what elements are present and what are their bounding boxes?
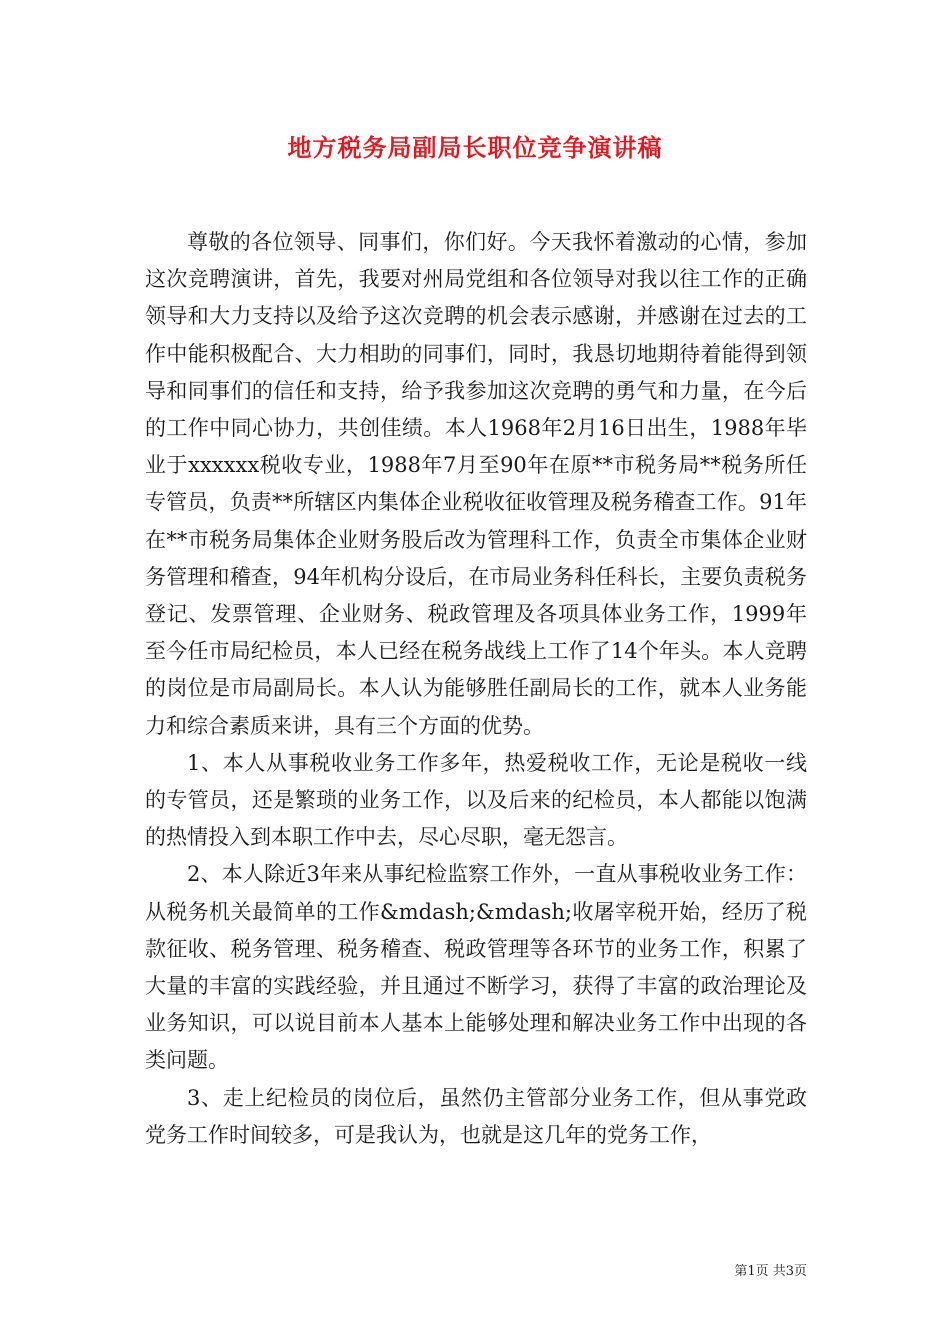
page-number-footer: 第1页 共3页 (734, 1264, 807, 1279)
paragraph-point-3: 3、走上纪检员的岗位后，虽然仍主管部分业务工作，但从事党政党务工作时间较多，可是我认为，也就是这几年的党务工作， (145, 1085, 807, 1147)
document-title: 地方税务局副局长职位竞争演讲稿 (287, 133, 663, 162)
paragraph-intro: 尊敬的各位领导、同事们，你们好。今天我怀着激动的心情，参加这次竞聘演讲，首先，我要对州局党组和各位领导对我以往工作的正确领导和大力支持以及给予这次竞聘的机会表示感谢，并感谢在过去的工作中能积极配合、大力相助的同事们，同时，我恳切地期待着能得到领导和同事们的信任和支持，给予我参加这次竞聘的勇气和力量，在今后的工作中同心协力，共创佳绩。本人1968年2月16日出生，1988年毕业于xxxxxx税收专业，1988年7月至90年在原**市税务局**税务所任专管员，负责**所辖区内集体企业税收征收管理及税务稽查工作。91年在**市税务局集体企业财务股后改为管理科工作，负责全市集体企业财务管理和稽查，94年机构分设后，在市局业务科任科长，主要负责税务登记、发票管理、企业财务、税政管理及各项具体业务工作，1999年至今任市局纪检员，本人已经在税务战线上工作了14个年头。本人竞聘的岗位是市局副局长。本人认为能够胜任副局长的工作，就本人业务能力和综合素质来讲，具有三个方面的优势。 (145, 230, 807, 738)
paragraph-point-1: 1、本人从事税收业务工作多年，热爱税收工作，无论是税收一线的专管员，还是繁琐的业务工作，以及后来的纪检员，本人都能以饱满的热情投入到本职工作中去，尽心尽职，毫无怨言。 (145, 750, 807, 850)
paragraph-point-2: 2、本人除近3年来从事纪检监察工作外，一直从事税收业务工作：从税务机关最简单的工作&mdash;&mdash;收屠宰税开始，经历了税款征收、税务管理、税务稽查、税政管理等各环节的业务工作，积累了大量的丰富的实践经验，并且通过不断学习，获得了丰富的政治理论及业务知识，可以说目前本人基本上能够处理和解决业务工作中出现的各类问题。 (145, 862, 807, 1073)
document-body (145, 224, 807, 1154)
